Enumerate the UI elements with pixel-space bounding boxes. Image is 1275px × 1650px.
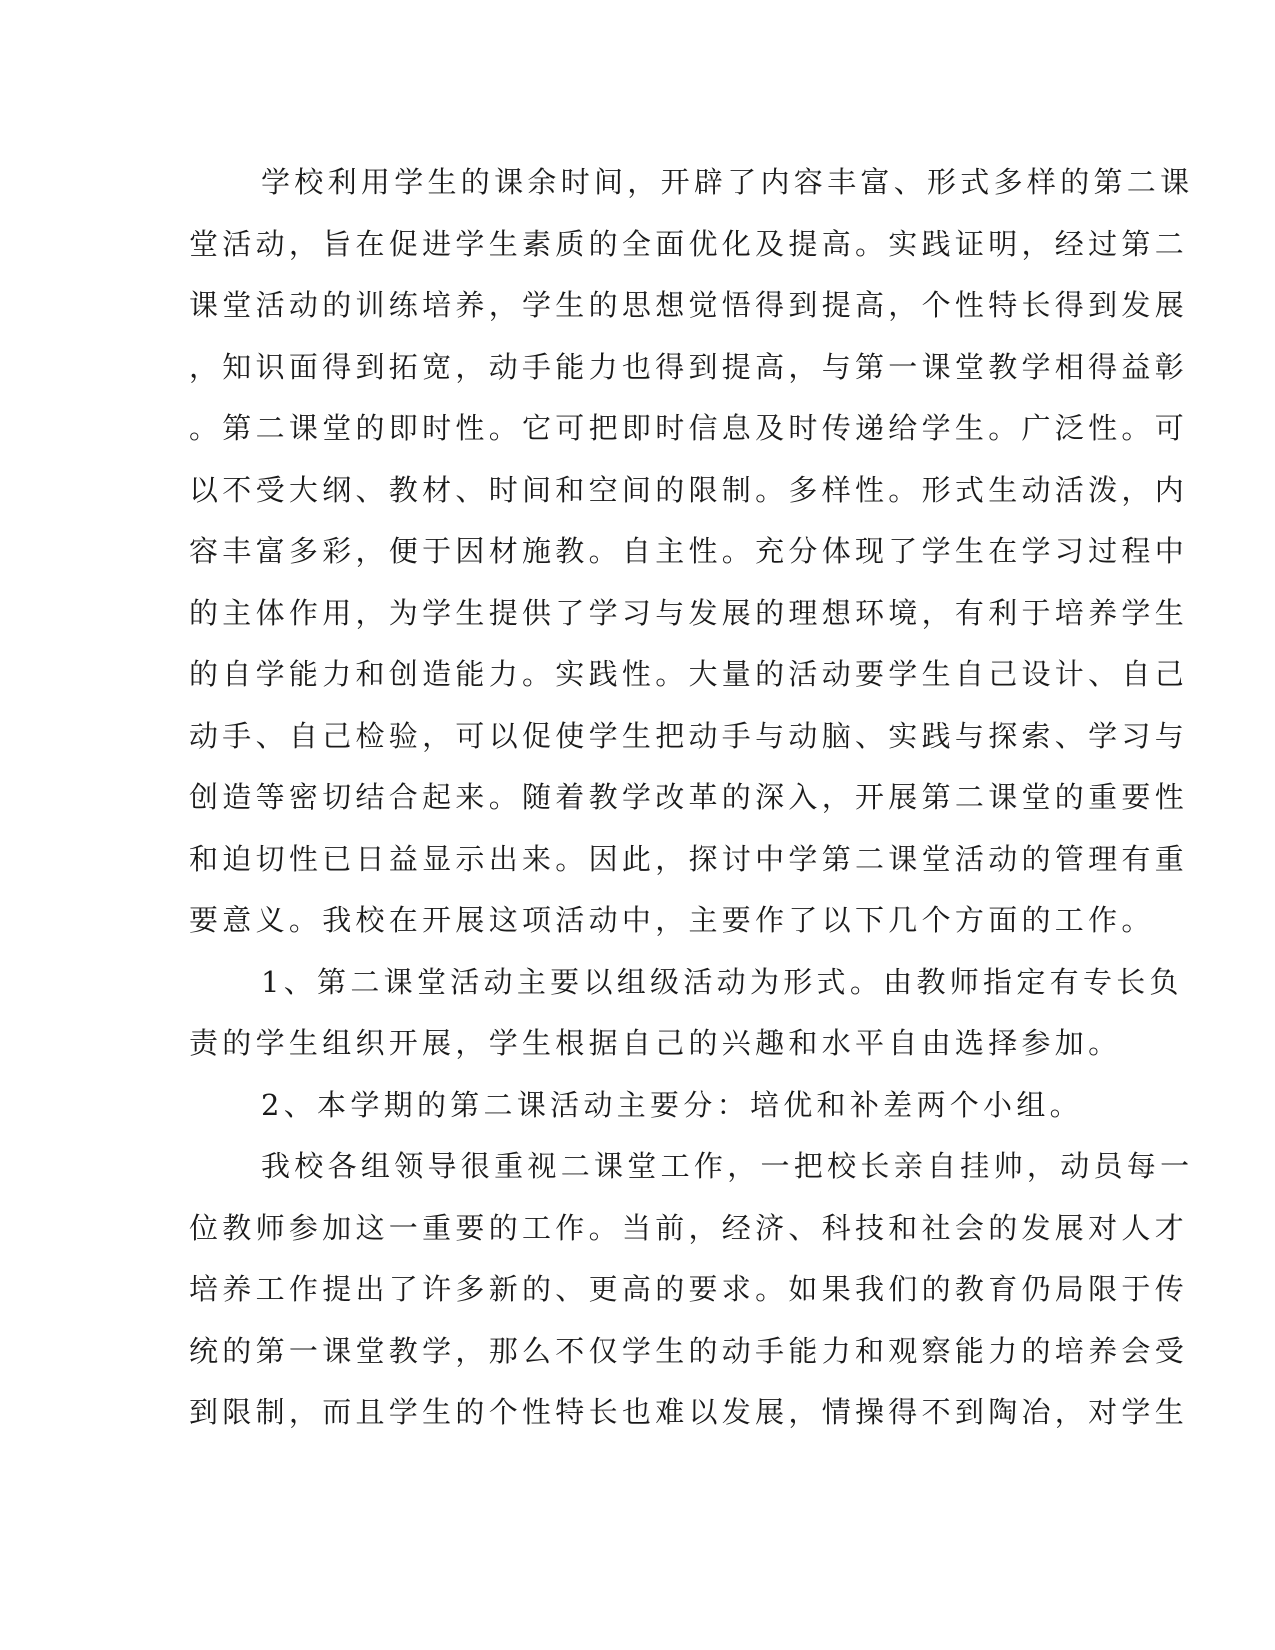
paragraph-line: 课堂活动的训练培养，学生的思想觉悟得到提高，个性特长得到发展	[189, 288, 1189, 322]
paragraph-line: 创造等密切结合起来。随着教学改革的深入，开展第二课堂的重要性	[189, 780, 1189, 814]
paragraph-line: 动手、自己检验，可以促使学生把动手与动脑、实践与探索、学习与	[189, 718, 1189, 753]
paragraph-line: 容丰富多彩，便于因材施教。自主性。充分体现了学生在学习过程中	[189, 534, 1189, 568]
paragraph-line: 。第二课堂的即时性。它可把即时信息及时传递给学生。广泛性。可	[189, 411, 1189, 445]
paragraph-line: 学校利用学生的课余时间，开辟了内容丰富、形式多样的第二课	[261, 165, 1194, 199]
paragraph-line: 的自学能力和创造能力。实践性。大量的活动要学生自己设计、自己	[189, 657, 1189, 691]
body-text	[189, 163, 1194, 1455]
list-item-2: 2、本学期的第二课活动主要分：培优和补差两个小组。	[261, 1087, 1083, 1122]
paragraph-line: 和迫切性已日益显示出来。因此，探讨中学第二课堂活动的管理有重	[189, 841, 1189, 876]
paragraph-line: 我校各组领导很重视二课堂工作，一把校长亲自挂帅，动员每一	[261, 1149, 1194, 1183]
paragraph-line: 到限制，而且学生的个性特长也难以发展，情操得不到陶冶，对学生	[189, 1395, 1189, 1429]
paragraph-line: 位教师参加这一重要的工作。当前，经济、科技和社会的发展对人才	[189, 1210, 1189, 1245]
paragraph-line: 以不受大纲、教材、时间和空间的限制。多样性。形式生动活泼，内	[189, 472, 1189, 507]
paragraph-line: 堂活动，旨在促进学生素质的全面优化及提高。实践证明，经过第二	[189, 226, 1189, 261]
paragraph-line: 统的第一课堂教学，那么不仅学生的动手能力和观察能力的培养会受	[189, 1333, 1189, 1368]
paragraph-line: 的主体作用，为学生提供了学习与发展的理想环境，有利于培养学生	[189, 595, 1189, 630]
paragraph-line: ，知识面得到拓宽，动手能力也得到提高，与第一课堂教学相得益彰	[189, 349, 1189, 384]
list-item-1: 1、第二课堂活动主要以组级活动为形式。由教师指定有专长负	[261, 964, 1183, 999]
paragraph-line: 培养工作提出了许多新的、更高的要求。如果我们的教育仍局限于传	[189, 1272, 1189, 1306]
paragraph-line: 要意义。我校在开展这项活动中，主要作了以下几个方面的工作。	[189, 903, 1155, 937]
list-item-1-continuation: 责的学生组织开展，学生根据自己的兴趣和水平自由选择参加。	[189, 1026, 1122, 1060]
